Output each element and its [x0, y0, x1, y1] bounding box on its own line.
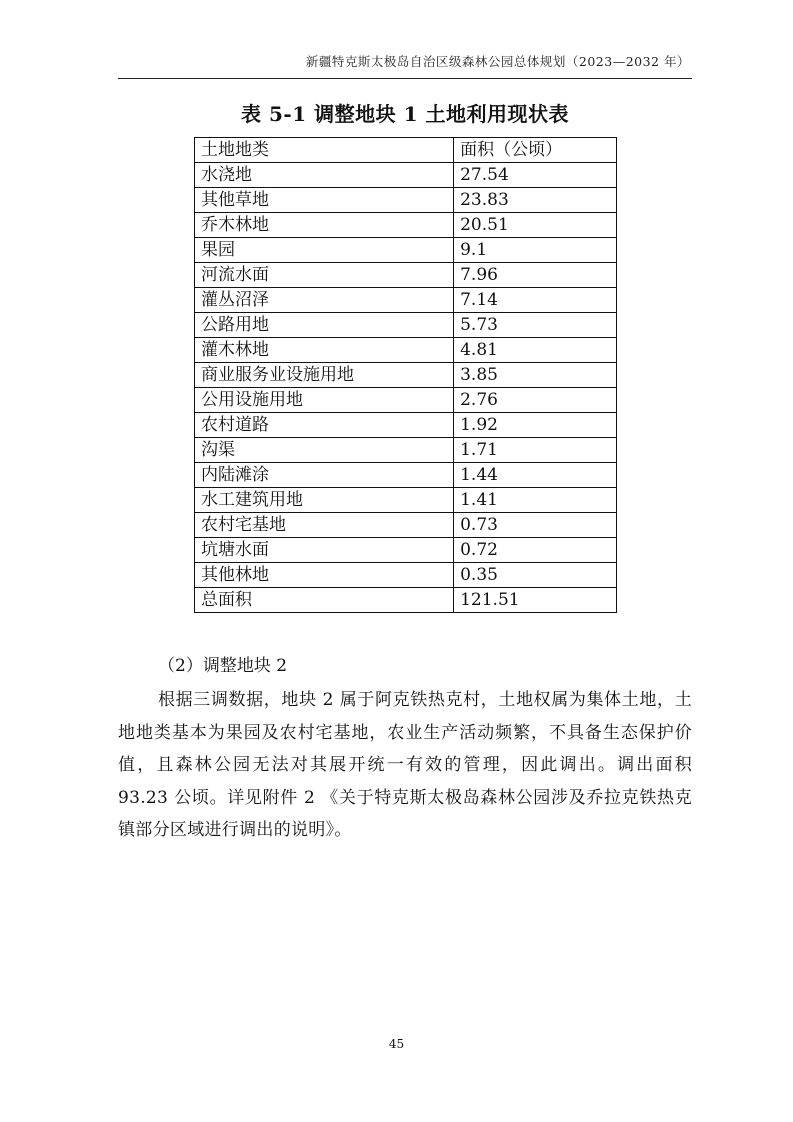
- cell-area: 121.51: [454, 588, 617, 613]
- table-row: [195, 188, 617, 213]
- table-row: [195, 263, 617, 288]
- table-row: [195, 563, 617, 588]
- cell-land-type: 水浇地: [195, 163, 454, 188]
- header-rule: [118, 78, 692, 79]
- cell-area: 9.1: [454, 238, 617, 263]
- cell-area: 23.83: [454, 188, 617, 213]
- cell-land-type: 水工建筑用地: [195, 488, 454, 513]
- table-title: 表 5-1 调整地块 1 土地利用现状表: [241, 102, 569, 126]
- table-row: [195, 338, 617, 363]
- table-row: [195, 288, 617, 313]
- table-row: [195, 488, 617, 513]
- cell-area: 1.71: [454, 438, 617, 463]
- cell-area: 20.51: [454, 213, 617, 238]
- cell-area: 0.72: [454, 538, 617, 563]
- table-row: [195, 513, 617, 538]
- cell-area: 0.73: [454, 513, 617, 538]
- cell-land-type: 公用设施用地: [195, 388, 454, 413]
- cell-land-type: 内陆滩涂: [195, 463, 454, 488]
- cell-land-type: 其他草地: [195, 188, 454, 213]
- land-use-table: [194, 137, 617, 613]
- cell-land-type: 其他林地: [195, 563, 454, 588]
- cell-land-type: 灌丛沼泽: [195, 288, 454, 313]
- cell-area: 5.73: [454, 313, 617, 338]
- cell-area: 0.35: [454, 563, 617, 588]
- cell-land-type: 公路用地: [195, 313, 454, 338]
- cell-area: 2.76: [454, 388, 617, 413]
- page-number: 45: [388, 1037, 405, 1051]
- cell-area: 1.41: [454, 488, 617, 513]
- cell-land-type: 商业服务业设施用地: [195, 363, 454, 388]
- cell-land-type: 农村宅基地: [195, 513, 454, 538]
- table-row: [195, 238, 617, 263]
- table-row: [195, 363, 617, 388]
- cell-land-type: 灌木林地: [195, 338, 454, 363]
- cell-area: 1.44: [454, 463, 617, 488]
- column-header-land-type: 土地地类: [195, 138, 454, 163]
- table-row: [195, 463, 617, 488]
- table-row: [195, 313, 617, 338]
- cell-land-type: 河流水面: [195, 263, 454, 288]
- running-header: 新疆特克斯太极岛自治区级森林公园总体规划（2023—2032 年）: [305, 54, 690, 69]
- table-row: [195, 438, 617, 463]
- column-header-area: 面积（公顷）: [454, 138, 617, 163]
- table-row: [195, 388, 617, 413]
- table-row: [195, 413, 617, 438]
- table-row: [195, 538, 617, 563]
- body-paragraph: 根据三调数据，地块 2 属于阿克铁热克村，土地权属为集体土地，土地地类基本为果园及农村宅基地，农业生产活动频繁，不具备生态保护价值，且森林公园无法对其展开统一有效的管理，因此调出。调出面积 93.23 公顷。详见附件 2 《关于特克斯太极岛森林公园涉及乔拉克铁热克镇部分区域进行调出的说明》。: [118, 690, 692, 840]
- cell-land-type: 沟渠: [195, 438, 454, 463]
- cell-area: 7.96: [454, 263, 617, 288]
- table-header-row: [195, 138, 617, 163]
- cell-land-type: 乔木林地: [195, 213, 454, 238]
- table-row: [195, 213, 617, 238]
- cell-land-type: 总面积: [195, 588, 454, 613]
- cell-area: 1.92: [454, 413, 617, 438]
- cell-land-type: 坑塘水面: [195, 538, 454, 563]
- table-row: [195, 588, 617, 613]
- cell-area: 3.85: [454, 363, 617, 388]
- cell-land-type: 农村道路: [195, 413, 454, 438]
- section-subheading: （2）调整地块 2: [158, 656, 288, 676]
- cell-area: 27.54: [454, 163, 617, 188]
- cell-area: 7.14: [454, 288, 617, 313]
- table-body: [195, 163, 617, 613]
- cell-area: 4.81: [454, 338, 617, 363]
- cell-land-type: 果园: [195, 238, 454, 263]
- table-row: [195, 163, 617, 188]
